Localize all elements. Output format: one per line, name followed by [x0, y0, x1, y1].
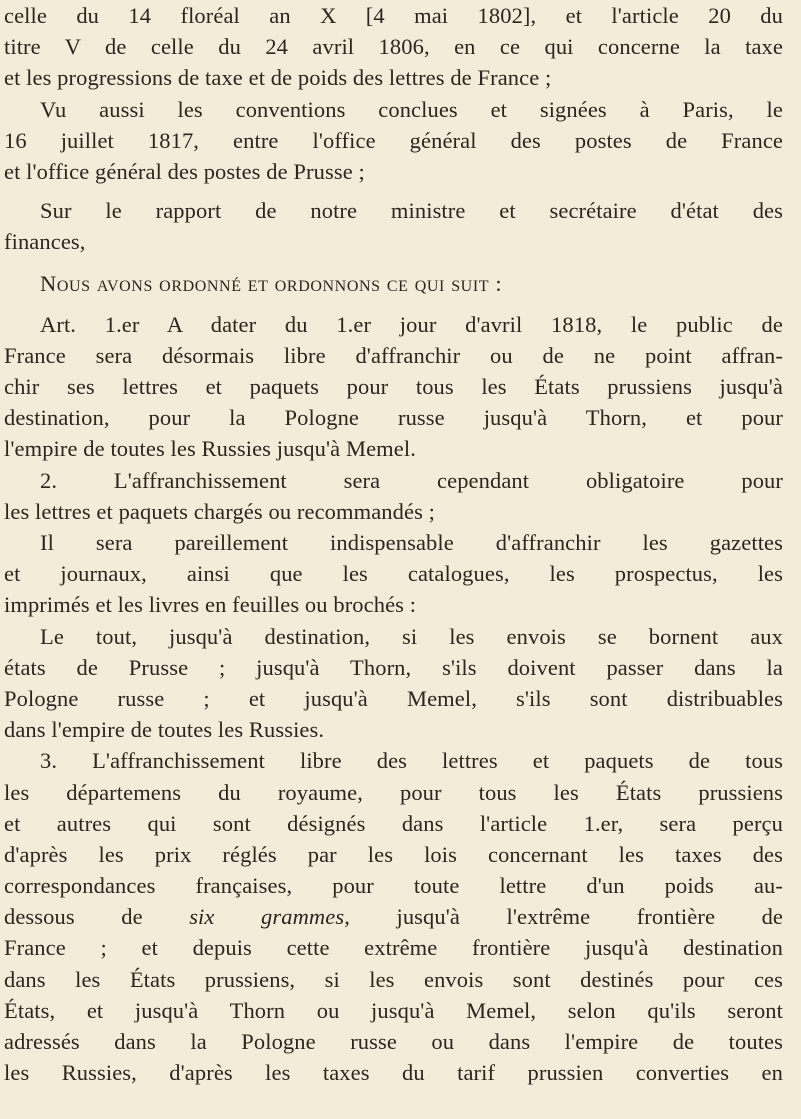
text-line: Pologne russe ; et jusqu'à Memel, s'ils sont distribuables	[4, 685, 783, 711]
text-line: dans l'empire de toutes les Russies.	[4, 717, 325, 743]
text-line: Vu aussi les conventions conclues et signées à Paris, le	[40, 96, 783, 122]
text-line: chir ses lettres et paquets pour tous les États prussiens jusqu'à	[4, 374, 783, 400]
text-line: finances,	[4, 229, 86, 255]
text-line: États, et jusqu'à Thorn ou jusqu'à Memel, selon qu'ils seront	[4, 997, 783, 1023]
text-line: celle du 14 floréal an X [4 mai 1802], et l'article 20 du	[4, 3, 783, 28]
text-line: Sur le rapport de notre ministre et secrétaire d'état des	[40, 198, 783, 224]
ordonnance-heading: Nous avons ordonné et ordonnons ce qui suit :	[40, 270, 503, 296]
spacer	[4, 299, 783, 309]
text-line: et l'office général des postes de Prusse ;	[4, 158, 365, 184]
text-line: et les progressions de taxe et de poids des lettres de France ;	[4, 65, 552, 91]
text-line: 16 juillet 1817, entre l'office général des postes de France	[4, 127, 783, 153]
paragraph-preamble-end	[4, 0, 783, 94]
paragraph-ordonnons	[4, 268, 783, 299]
text-line: d'après les prix réglés par les lois concernant les taxes des	[4, 841, 783, 867]
spacer	[4, 187, 783, 195]
text-line: 3. L'affranchissement libre des lettres et paquets de tous	[40, 748, 783, 774]
text-line: destination, pour la Pologne russe jusqu'à Thorn, et pour	[4, 405, 783, 431]
text-line: France ; et depuis cette extrême frontière jusqu'à destination	[4, 935, 783, 961]
text-line: imprimés et les livres en feuilles ou brochés :	[4, 592, 417, 618]
article-3	[4, 745, 783, 1088]
text-line: adressés dans la Pologne russe ou dans l'empire de toutes	[4, 1029, 783, 1054]
text-line: les départemens du royaume, pour tous les États prussiens	[4, 779, 783, 805]
text-line: correspondances françaises, pour toute lettre d'un poids au-	[4, 873, 783, 899]
article-2-le-tout	[4, 621, 783, 746]
article-2-gazettes	[4, 527, 783, 621]
article-2	[4, 465, 783, 527]
article-1	[4, 309, 783, 465]
text-line: les lettres et paquets chargés ou recommandés ;	[4, 498, 436, 524]
text-line: et autres qui sont désignés dans l'article 1.er, sera perçu	[4, 810, 783, 836]
italic-emphasis: six grammes	[189, 904, 345, 930]
paragraph-sur-le-rapport	[4, 195, 783, 257]
text-line: états de Prusse ; jusqu'à Thorn, s'ils doivent passer dans la	[4, 654, 783, 680]
text-line: Le tout, jusqu'à destination, si les envois se bornent aux	[40, 623, 783, 649]
text-line: les Russies, d'après les taxes du tarif prussien converties en	[4, 1060, 783, 1086]
spacer	[4, 258, 783, 268]
text-line: Art. 1.er A dater du 1.er jour d'avril 1818, le public de	[40, 311, 783, 337]
text-line: titre V de celle du 24 avril 1806, en ce qui concerne la taxe	[4, 34, 783, 60]
text-line: France sera désormais libre d'affranchir ou de ne point affran-	[4, 342, 783, 368]
text-line: dessous de six grammes, jusqu'à l'extrême frontière de	[4, 904, 784, 930]
paragraph-vu-aussi	[4, 94, 783, 188]
text-line: 2. L'affranchissement sera cependant obligatoire pour	[40, 467, 783, 493]
text-line: et journaux, ainsi que les catalogues, les prospectus, les	[4, 561, 783, 587]
text-line: Il sera pareillement indispensable d'affranchir les gazettes	[40, 530, 783, 555]
text-line: dans les États prussiens, si les envois sont destinés pour ces	[4, 966, 783, 992]
text-line: l'empire de toutes les Russies jusqu'à Memel.	[4, 436, 416, 462]
